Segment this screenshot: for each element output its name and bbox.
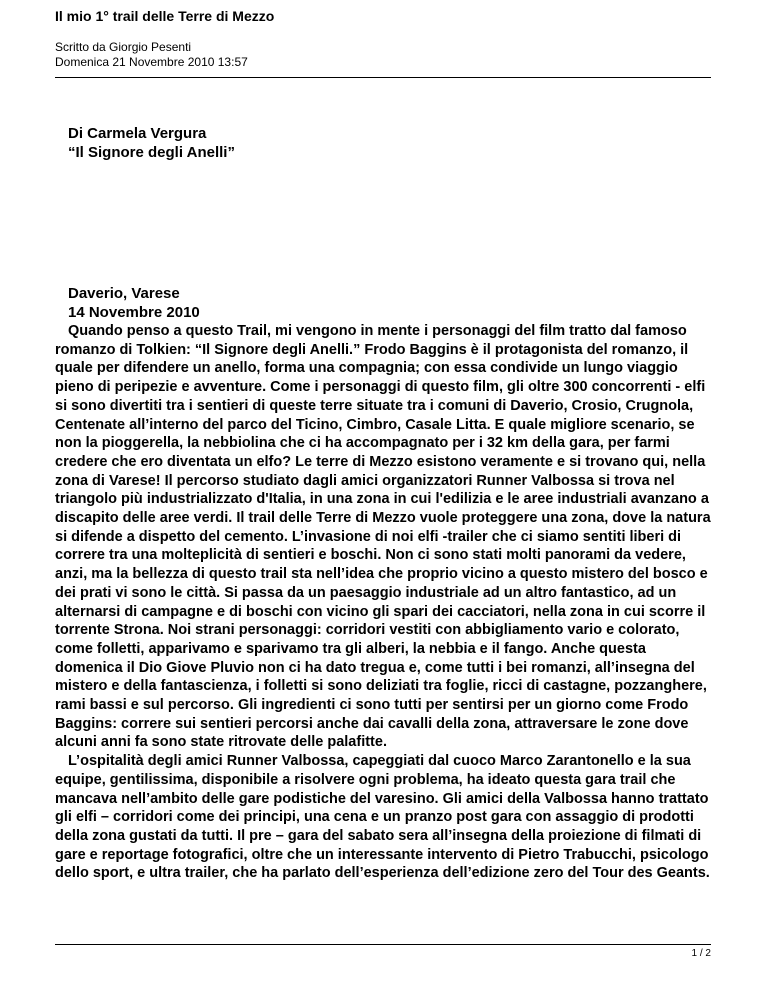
author-line: Scritto da Giorgio Pesenti [55,40,192,54]
dateline-date: 14 Novembre 2010 [68,304,200,321]
article-paragraph: L’ospitalità degli amici Runner Valbossa, capeggiati dal cuoco Marco Zarantonello e la sua equipe, gentilissima, disponibile a risolvere ogni problema, ha ideato questa gara trail che mancava nell’ambito delle gare podistiche del varesino. Gli amici della Valbossa hanno trattato gli elfi – corridori come dei principi, una cena e un pranzo post gara con assaggio di prodotti della zona gustati da tutti. Il pre – gara del sabato sera all’insegna della proiezione di filmati di gare e reportage fotografici, oltre che un interessante intervento di Pietro Trabucchi, psicologo dello sport, e ultra trailer, che ha parlato dell’esperienza dell’edizione zero del Tour des Geants. [55,753,710,882]
document-title: Il mio 1° trail delle Terre di Mezzo [55,8,275,24]
header-divider [55,77,711,78]
document-header [55,8,711,70]
byline-author: Di Carmela Vergura [68,125,207,142]
date-line: Domenica 21 Novembre 2010 13:57 [55,55,248,69]
byline-subtitle: “Il Signore degli Anelli” [68,144,235,161]
footer-divider [55,944,711,945]
page-number: 1 / 2 [691,948,711,959]
dateline-place: Daverio, Varese [68,285,180,302]
document-meta [55,40,711,70]
article-body [55,322,715,883]
dateline [68,284,200,322]
article-paragraph: Quando penso a questo Trail, mi vengono in mente i personaggi del film tratto dal famoso romanzo di Tolkien: “Il Signore degli Anelli.” Frodo Baggins è il protagonista del romanzo, il quale per difendere un anello, forma una compagnia; con essa condivide un lungo viaggio pieno di peripezie e avventure. Come i personaggi di questo film, gli oltre 300 concorrenti - elfi si sono divertiti tra i sentieri di queste terre situate tra i comuni di Daverio, Crosio, Crugnola, Centenate all’interno del parco del Ticino, Cimbro, Casale Litta. E quale migliore scenario, se non la pioggerella, la nebbiolina che ci ha accompagnato per i 32 km della gara, per farmi credere che ero diventata un elfo? Le terre di Mezzo esistono veramente e si trovano qui, nella zona di Varese! Il percorso studiato dagli amici organizzatori Runner Valbossa si trova nel triangolo più industrializzato d'Italia, in una zona in cui l'edilizia e le aree industriali avanzano a discapito delle aree verdi. Il trail delle Terre di Mezzo vuole proteggere una zona, dove la natura si difende a dispetto del cemento. L’invasione di noi elfi -trailer che ci siamo sentiti liberi di correre tra una molteplicità di sentieri e boschi. Non ci sono stati molti panorami da vedere, anzi, ma la bellezza di questo trail sta nell’idea che proprio vicino a questo mistero del bosco e dei prati vi sono le città. Si passa da un paesaggio industriale ad un altro fantastico, ad un alternarsi di campagne e di boschi con vicino gli spari dei cacciatori, nella zona in cui scorre il torrente Strona. Noi strani personaggi: corridori vestiti con abbigliamento vario e colorato, come folletti, apparivamo e sparivamo tra gli alberi, la nebbia e il fango. Anche questa domenica il Dio Giove Pluvio non ci ha dato tregua e, come tutti i bei romanzi, all’insegna del mistero e della fantascienza, i folletti si sono deliziati tra foglie, ricci di castagne, pozzanghere, rami bassi e sul percorso. Gli ingredienti ci sono tutti per sentirsi per un giorno come Frodo Baggins: correre sui sentieri percorsi anche dai cavalli della zona, attraversare le zone dove alcuni anni fa sono state ritrovate delle palafitte. [55,323,711,751]
byline [68,124,235,162]
